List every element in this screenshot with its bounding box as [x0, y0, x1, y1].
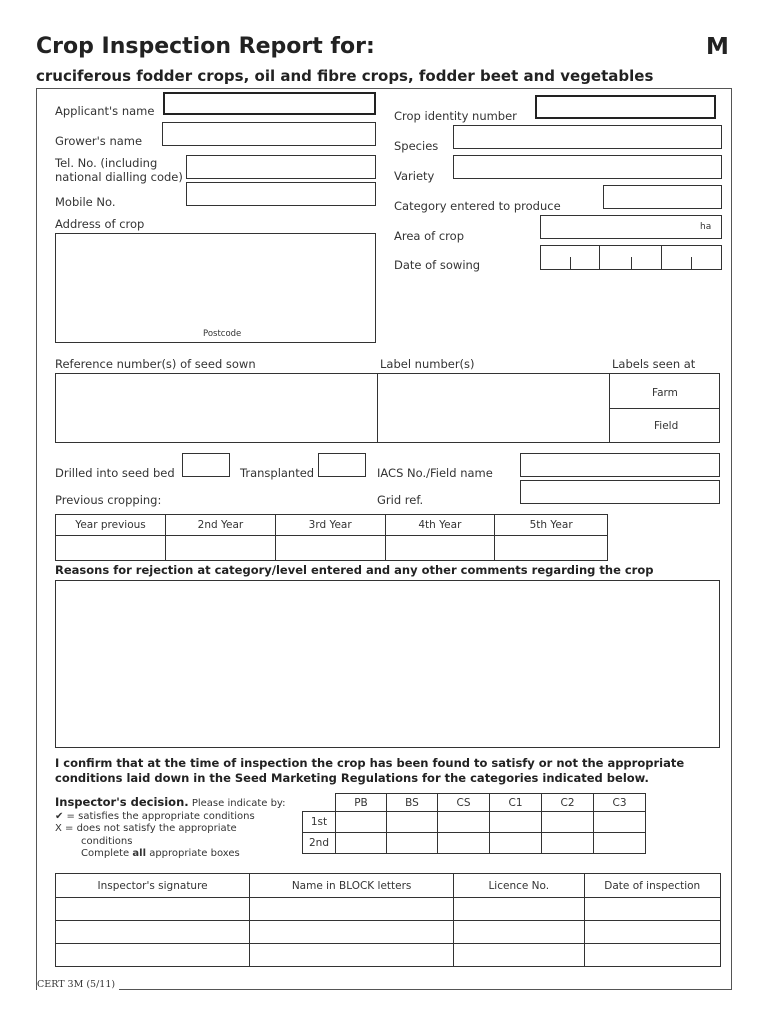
decision-cell[interactable]	[490, 833, 542, 854]
sowing-label: Date of sowing	[394, 258, 481, 272]
year-header: 2nd Year	[166, 515, 276, 536]
transplanted-label: Transplanted	[240, 466, 315, 480]
year-cell[interactable]	[275, 536, 385, 561]
year-cell[interactable]	[385, 536, 495, 561]
drilled-label: Drilled into seed bed	[55, 466, 175, 480]
tick-legend: ✔ = satisfies the appropriate conditions	[55, 810, 255, 822]
decision-col-header: C2	[542, 794, 594, 812]
decision-row-labels	[302, 811, 336, 854]
grower-name-field[interactable]	[162, 122, 376, 146]
category-label: Category entered to produce	[394, 199, 561, 213]
previous-cropping-label: Previous cropping:	[55, 493, 162, 507]
mobile-label: Mobile No.	[55, 195, 116, 209]
sowing-date-tick	[631, 257, 632, 270]
signature-table	[55, 873, 721, 967]
sowing-date-tick	[691, 257, 692, 270]
variety-label: Variety	[394, 169, 435, 183]
year-cell[interactable]	[166, 536, 276, 561]
postcode-label: Postcode	[203, 329, 242, 339]
farm-label: Farm	[652, 387, 678, 399]
area-label: Area of crop	[394, 229, 464, 243]
signature-header: Licence No.	[454, 874, 584, 898]
decision-legend	[55, 796, 286, 861]
decision-cell[interactable]	[542, 812, 594, 833]
drilled-checkbox[interactable]	[182, 453, 230, 477]
decision-cell[interactable]	[336, 812, 387, 833]
applicant-name-field[interactable]	[163, 92, 376, 115]
transplanted-checkbox[interactable]	[318, 453, 366, 477]
decision-col-header: BS	[387, 794, 438, 812]
complete-post: appropriate boxes	[149, 848, 240, 859]
decision-cell[interactable]	[336, 833, 387, 854]
decision-table	[335, 793, 646, 854]
decision-row-label: 2nd	[303, 833, 336, 854]
address-label: Address of crop	[55, 217, 145, 231]
signature-cell[interactable]	[454, 898, 584, 921]
species-field[interactable]	[453, 125, 722, 149]
area-unit: ha	[700, 222, 712, 232]
decision-cell[interactable]	[438, 812, 490, 833]
complete-bold: all	[132, 848, 146, 859]
signature-header: Inspector's signature	[56, 874, 250, 898]
signature-header: Name in BLOCK letters	[250, 874, 454, 898]
tel-field[interactable]	[186, 155, 376, 179]
form-code: CERT 3M (5/11)	[37, 979, 119, 990]
page-title: Crop Inspection Report for:	[36, 34, 375, 59]
signature-cell[interactable]	[56, 898, 250, 921]
decision-cell[interactable]	[490, 812, 542, 833]
decision-heading: Inspector's decision.	[55, 795, 189, 809]
confirm-line-1: I confirm that at the time of inspection the crop has been found to satisfy or not the appropriate	[55, 756, 685, 770]
form-letter: M	[706, 34, 729, 60]
decision-col-header: PB	[336, 794, 387, 812]
year-cell[interactable]	[495, 536, 608, 561]
sowing-date-divider	[661, 245, 662, 270]
previous-cropping-table	[55, 514, 608, 561]
decision-cell[interactable]	[594, 833, 646, 854]
year-header: 5th Year	[495, 515, 608, 536]
decision-cell[interactable]	[542, 833, 594, 854]
reasons-heading: Reasons for rejection at category/level entered and any other comments regarding the crop	[55, 563, 654, 577]
x-legend-line1: X = does not satisfy the appropriate	[55, 823, 237, 834]
labels-seen-label: Labels seen at	[612, 357, 696, 371]
decision-cell[interactable]	[387, 812, 438, 833]
address-field[interactable]	[55, 233, 376, 343]
sowing-date-divider	[599, 245, 600, 270]
signature-cell[interactable]	[584, 898, 721, 921]
category-field[interactable]	[603, 185, 722, 209]
signature-header: Date of inspection	[584, 874, 721, 898]
iacs-field[interactable]	[520, 453, 720, 477]
label-numbers-field[interactable]	[377, 373, 610, 443]
signature-cell[interactable]	[250, 944, 454, 967]
crop-id-label: Crop identity number	[394, 109, 517, 123]
decision-cell[interactable]	[438, 833, 490, 854]
tel-label-line2: national dialling code)	[55, 170, 183, 184]
year-header: 4th Year	[385, 515, 495, 536]
signature-cell[interactable]	[454, 944, 584, 967]
area-field[interactable]	[540, 215, 722, 239]
signature-cell[interactable]	[584, 921, 721, 944]
variety-field[interactable]	[453, 155, 722, 179]
x-legend-line2: conditions	[81, 835, 133, 847]
mobile-field[interactable]	[186, 182, 376, 206]
decision-cell[interactable]	[594, 812, 646, 833]
signature-cell[interactable]	[584, 944, 721, 967]
decision-col-header: C3	[594, 794, 646, 812]
confirm-line-2: conditions laid down in the Seed Marketing Regulations for the categories indicated below.	[55, 771, 649, 785]
confirm-statement	[55, 756, 684, 786]
grower-label: Grower's name	[55, 134, 143, 148]
decision-col-header: CS	[438, 794, 490, 812]
complete-pre: Complete	[81, 848, 130, 859]
crop-id-field[interactable]	[535, 95, 716, 119]
decision-hint: Please indicate by:	[191, 798, 286, 809]
reasons-field[interactable]	[55, 580, 720, 748]
decision-col-header: C1	[490, 794, 542, 812]
year-header: 3rd Year	[275, 515, 385, 536]
species-label: Species	[394, 139, 439, 153]
year-header: Year previous	[56, 515, 166, 536]
signature-cell[interactable]	[56, 921, 250, 944]
tel-label	[55, 156, 183, 184]
seed-ref-label: Reference number(s) of seed sown	[55, 357, 256, 371]
grid-ref-label: Grid ref.	[377, 493, 424, 507]
field-label: Field	[654, 420, 679, 432]
page-subtitle: cruciferous fodder crops, oil and fibre crops, fodder beet and vegetables	[36, 67, 654, 85]
decision-cell[interactable]	[387, 833, 438, 854]
tel-label-line1: Tel. No. (including	[55, 156, 158, 170]
grid-ref-field[interactable]	[520, 480, 720, 504]
seed-ref-field[interactable]	[55, 373, 378, 443]
label-numbers-label: Label number(s)	[380, 357, 475, 371]
signature-cell[interactable]	[454, 921, 584, 944]
iacs-label: IACS No./Field name	[377, 466, 493, 480]
signature-cell[interactable]	[250, 921, 454, 944]
decision-row-label: 1st	[303, 812, 336, 833]
signature-cell[interactable]	[56, 944, 250, 967]
sowing-date-tick	[570, 257, 571, 270]
applicant-label: Applicant's name	[55, 104, 155, 118]
signature-cell[interactable]	[250, 898, 454, 921]
year-cell[interactable]	[56, 536, 166, 561]
